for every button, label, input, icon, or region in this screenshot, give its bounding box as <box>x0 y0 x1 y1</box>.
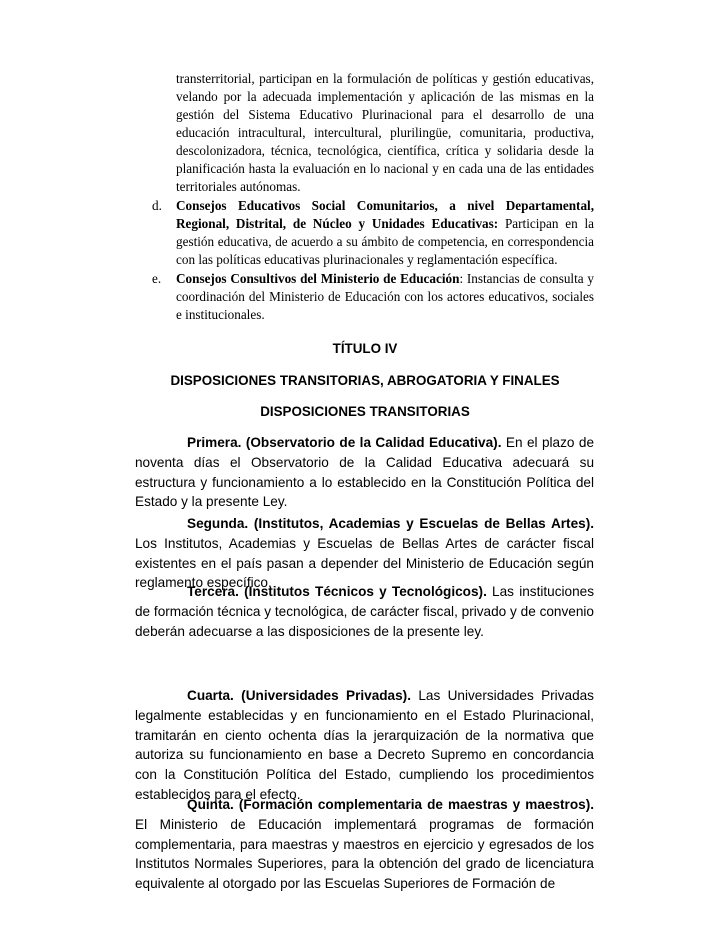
paragraph-primera <box>135 433 594 512</box>
paragraph-lead: Tercera. (Institutos Técnicos y Tecnológicos). <box>187 584 487 599</box>
paragraph-body: Los Institutos, Academias y Escuelas de Bellas Artes de carácter fiscal existentes en el país pasan a depender del Ministerio de Educación según reglamento específico. <box>135 535 594 591</box>
paragraph-body: El Ministerio de Educación implementará programas de formación complementaria, para maestras y maestros en ejercicio y egresados de los Institutos Normales Superiores, para la obtención del grado de licenciatura equivalente al otorgado por las Escuelas Superiores de Formación de <box>135 816 594 892</box>
list-item-d <box>136 197 594 269</box>
subsection-heading: DISPOSICIONES TRANSITORIAS <box>260 404 470 419</box>
numbered-list <box>136 70 594 324</box>
list-item-letter: d. <box>152 198 162 213</box>
paragraph-lead: Cuarta. (Universidades Privadas). <box>187 688 411 703</box>
paragraph-cuarta <box>135 686 594 805</box>
section-heading: DISPOSICIONES TRANSITORIAS, ABROGATORIA Y FINALES <box>170 373 560 388</box>
paragraph-body: Las instituciones de formación técnica y tecnológica, de carácter fiscal, privado y de convenio deberán adecuarse a las disposiciones de la presente ley. <box>135 584 594 639</box>
paragraph-lead: Segunda. (Institutos, Academias y Escuelas de Bellas Artes). <box>187 516 594 531</box>
list-item-bold-title: Consejos Consultivos del Ministerio de Educación <box>176 271 460 286</box>
paragraph-lead: Primera. (Observatorio de la Calidad Educativa). <box>187 435 502 450</box>
list-item-e <box>136 270 594 324</box>
title-heading: TÍTULO IV <box>332 341 398 356</box>
paragraph-lead: Quinta. (Formación complementaria de maestras y maestros). <box>187 797 594 812</box>
paragraph-body: En el plazo de noventa días el Observatorio de la Calidad Educativa adecuará su estructura y funcionamiento a lo establecido en la Constitución Política del Estado y la presente Ley. <box>135 435 595 510</box>
list-item-bold-title: Consejos Educativos Social Comunitarios, a nivel Departamental, Regional, Distrital, de Núcleo y Unidades Educativas: <box>176 198 594 231</box>
paragraph-tercera <box>135 582 594 641</box>
paragraph-body: Las Universidades Privadas legalmente establecidas y en funcionamiento en el Estado Plurinacional, tramitarán en ciento ochenta días la jerarquización de la normativa que autoriza su funcionamiento en base a Decreto Supremo en concordancia con la Constitución Política del Estado, cumpliendo los procedimientos establecidos para el efecto. <box>135 688 594 802</box>
list-item-letter: e. <box>152 271 162 286</box>
list-item-body: : Instancias de consulta y coordinación del Ministerio de Educación con los actores educativos, sociales e institucionales. <box>176 271 594 322</box>
list-item-body: Participan en la gestión educativa, de acuerdo a su ámbito de competencia, en correspondencia con las políticas educativas plurinacionales y reglamentación específica. <box>176 216 594 267</box>
paragraph-quinta <box>135 795 594 894</box>
list-continuation-text: transterritorial, participan en la formulación de políticas y gestión educativas, velando por la adecuada implementación y aplicación de las mismas en la gestión del Sistema Educativo Plurinacional para el desarrollo de una educación intracultural, intercultural, plurilingüe, comunitaria, productiva, descolonizadora, técnica, tecnológica, científica, crítica y solidaria desde la planificación hasta la evaluación en lo nacional y en cada una de las entidades territoriales autónomas. <box>176 71 594 194</box>
